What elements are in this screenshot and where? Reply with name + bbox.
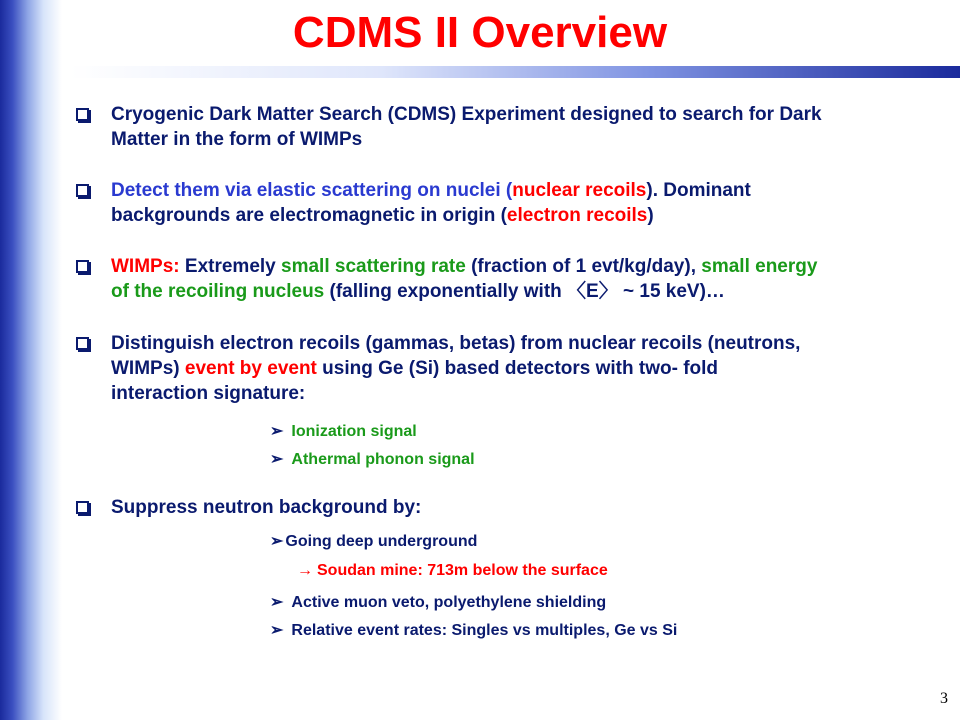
bullet-5-text: Suppress neutron background by: — [111, 497, 422, 518]
arrowhead-right-icon: ➢ — [270, 594, 284, 611]
bullet-4-text: Distinguish electron recoils (gammas, betas) from nuclear recoils (neutrons, — [111, 333, 801, 354]
bullet-3-text-falling: (falling exponentially with 〈E〉 ~ 15 keV)… — [324, 281, 725, 302]
sub-muon-veto-text: Active muon veto, polyethylene shielding — [291, 594, 607, 611]
sub-ionization — [270, 421, 417, 443]
hollow-square-icon — [76, 184, 89, 197]
sub-soudan-text: Soudan mine: 713m below the surface — [317, 562, 608, 579]
hollow-square-icon — [76, 108, 89, 121]
bullet-1-text: Cryogenic Dark Matter Search (CDMS) Experiment designed to search for Dark — [111, 104, 822, 125]
slide-title: CDMS II Overview — [292, 8, 668, 57]
arrowhead-right-icon: ➢ — [270, 533, 284, 550]
bullet-1-line-2: Matter in the form of WIMPs — [111, 129, 363, 150]
bullet-2-text-c: ). Dominant — [646, 180, 751, 201]
sub-deep-underground-text: Going deep underground — [285, 533, 478, 550]
bullet-2-highlight-nuclear: nuclear recoils — [512, 180, 647, 201]
bullet-3-line-2 — [111, 279, 725, 304]
bullet-2-highlight-electron: electron recoils — [506, 205, 648, 226]
bullet-3-wimps: WIMPs: — [111, 256, 185, 277]
sub-event-rates — [270, 620, 677, 642]
arrowhead-right-icon: ➢ — [270, 423, 284, 440]
sub-phonon — [270, 449, 475, 471]
sub-phonon-text: Athermal phonon signal — [291, 451, 475, 468]
bullet-3-line-1 — [76, 254, 817, 279]
page-number: 3 — [940, 690, 948, 707]
hollow-square-icon — [76, 501, 89, 514]
sub-deep-underground — [270, 531, 477, 553]
bullet-3-highlight-energy: small energy — [701, 256, 818, 277]
bullet-2-text-a: Detect them via elastic scattering on nuclei ( — [111, 180, 513, 201]
hollow-square-icon — [76, 337, 89, 350]
bullet-4-text-wimps: WIMPs) — [111, 358, 185, 379]
hollow-square-icon — [76, 260, 89, 273]
bullet-2-line-2-text: backgrounds are electromagnetic in origin ( — [111, 205, 507, 226]
sub-ionization-text: Ionization signal — [291, 423, 417, 440]
bullet-4-highlight-event: event by event — [184, 358, 317, 379]
bullet-3-highlight-rate: small scattering rate — [281, 256, 466, 277]
sub-event-rates-text: Relative event rates: Singles vs multiples, Ge vs Si — [291, 622, 678, 639]
bullet-4-line-3: interaction signature: — [111, 383, 306, 404]
bullet-3-text-b: Extremely — [184, 256, 282, 277]
bullet-4-line-2 — [111, 356, 718, 381]
arrowhead-right-icon: ➢ — [270, 622, 284, 639]
sub-muon-veto — [270, 592, 606, 614]
bullet-4-text-using: using Ge (Si) based detectors with two- fold — [316, 358, 719, 379]
bullet-3-text-d: (fraction of 1 evt/kg/day), — [465, 256, 702, 277]
bullet-4-line-1 — [76, 331, 800, 356]
right-arrow-icon: → — [297, 562, 313, 579]
bullet-2-line-1 — [76, 178, 751, 203]
bullet-1-line-1 — [76, 102, 822, 127]
arrowhead-right-icon: ➢ — [270, 451, 284, 468]
sub-soudan — [297, 560, 608, 582]
bullet-3-highlight-nucleus: of the recoiling nucleus — [111, 281, 325, 302]
bullet-2-line-2-close: ) — [647, 205, 654, 226]
bullet-2-line-2 — [111, 203, 654, 228]
bullet-5-line-1 — [76, 495, 421, 520]
